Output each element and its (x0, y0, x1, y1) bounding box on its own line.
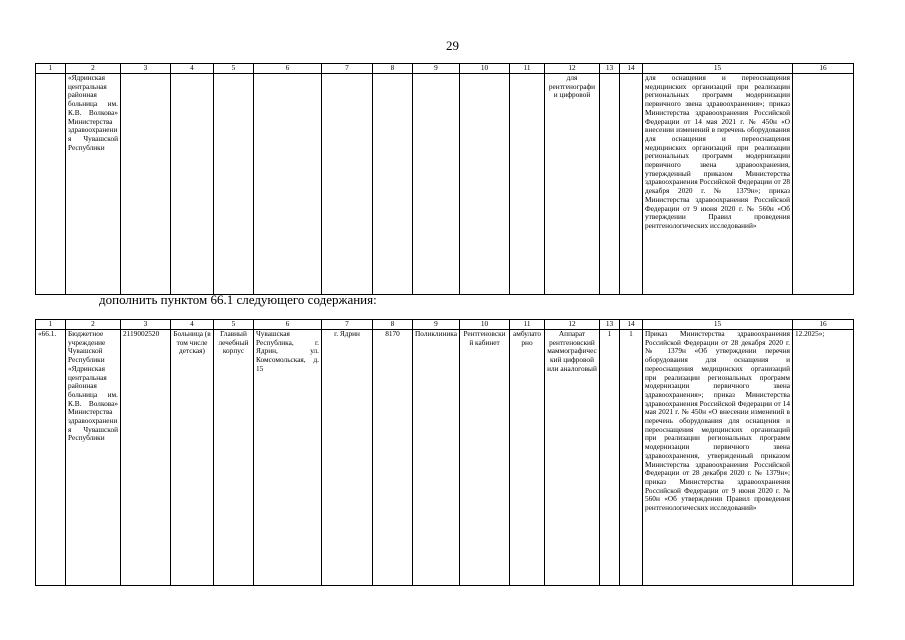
col-header: 12 (545, 320, 600, 330)
cell-building (214, 74, 254, 295)
cell-population (373, 74, 413, 295)
table-row (36, 330, 854, 586)
cell-room: Рентгеновский кабинет (460, 330, 510, 586)
cell-facility-type (171, 74, 214, 295)
cell-number: «66.1. (36, 330, 66, 586)
cell-equipment: Аппарат рентгеновский маммографический цифровой или аналоговый (545, 330, 600, 586)
col-header: 15 (643, 320, 793, 330)
cell-quantity: 1 (600, 330, 620, 586)
equipment-table-new-item (35, 319, 854, 586)
col-header: 1 (36, 64, 66, 74)
col-header: 6 (254, 320, 322, 330)
cell-quantity-2: 1 (620, 330, 643, 586)
col-header: 12 (545, 64, 600, 74)
col-header: 10 (460, 320, 510, 330)
cell-number (36, 74, 66, 295)
cell-legal-basis: Приказ Министерства здравоохранения Российской Федерации от 28 декабря 2020 г. № 1379н «Об утверждении перечня оборудования для оснащения и переоснащения медицинских организаций при реализации региональных программ модернизации первичного звена здравоохранения»; приказ Министерства здравоохранения Российской Федерации от 14 мая 2021 г. № 450н «О внесении изменений в перечень оборудования для оснащения и переоснащения медицинских организаций при реализации региональных программ модернизации первичного звена здравоохранения, утвержденный приказом Министерства здравоохранения Российской Федерации от 28 декабря 2020 г. № 1379н»; приказ Министерства здравоохранения Российской Федерации от 9 июня 2020 г. № 560н «Об утверждении Правил проведения рентгенологических исследований» (643, 330, 793, 586)
col-header: 4 (171, 320, 214, 330)
cell-deadline (793, 74, 854, 295)
col-header: 2 (66, 64, 121, 74)
cell-address (254, 74, 322, 295)
col-header: 5 (214, 64, 254, 74)
cell-inn: 2119002520 (121, 330, 171, 586)
cell-organization: Бюджетное учреждение Чувашской Республики «Ядринская центральная районная больница им. К.В. Волкова» Министерства здравоохранения Чувашской Республики (66, 330, 121, 586)
cell-care-form: амбулаторно (510, 330, 545, 586)
cell-room (460, 74, 510, 295)
col-header: 16 (793, 64, 854, 74)
col-header: 5 (214, 320, 254, 330)
col-header: 4 (171, 64, 214, 74)
cell-unit (413, 74, 460, 295)
col-header: 9 (413, 320, 460, 330)
col-header: 8 (373, 64, 413, 74)
col-header: 3 (121, 64, 171, 74)
cell-equipment: для рентгенографии цифровой (545, 74, 600, 295)
cell-quantity-2 (620, 74, 643, 295)
cell-address: Чувашская Республика, г. Ядрин, ул. Комсомольская, д. 15 (254, 330, 322, 586)
cell-deadline: 12.2025»; (793, 330, 854, 586)
col-header: 13 (600, 64, 620, 74)
cell-quantity (600, 74, 620, 295)
page-number: 29 (446, 38, 459, 53)
col-header: 6 (254, 64, 322, 74)
col-header: 14 (620, 320, 643, 330)
cell-unit: Поликлиника (413, 330, 460, 586)
col-header: 9 (413, 64, 460, 74)
table-row (36, 74, 854, 295)
col-header: 1 (36, 320, 66, 330)
col-header: 11 (510, 320, 545, 330)
col-header: 2 (66, 320, 121, 330)
col-header: 7 (322, 320, 373, 330)
cell-legal-basis: для оснащения и переоснащения медицинских организаций при реализации региональных программ модернизации первичного звена здравоохранения»; приказ Министерства здравоохранения Российской Федерации от 14 мая 2021 г. № 450н «О внесении изменений в перечень оборудования для оснащения и переоснащения медицинских организаций при реализации региональных программ модернизации первичного звена здравоохранения, утвержденный приказом Министерства здравоохранения Российской Федерации от 28 декабря 2020 г. № 1379н»; приказ Министерства здравоохранения Российской Федерации от 9 июня 2020 г. № 560н «Об утверждении Правил проведения рентгенологических исследований» (643, 74, 793, 295)
cell-facility-type: Больница (в том числе детская) (171, 330, 214, 586)
amendment-intro-text: дополнить пунктом 66.1 следующего содержания: (99, 292, 377, 307)
cell-population: 8170 (373, 330, 413, 586)
col-header: 3 (121, 320, 171, 330)
cell-care-form (510, 74, 545, 295)
col-header: 7 (322, 64, 373, 74)
column-number-row (36, 64, 854, 74)
col-header: 15 (643, 64, 793, 74)
col-header: 10 (460, 64, 510, 74)
col-header: 8 (373, 320, 413, 330)
cell-settlement (322, 74, 373, 295)
cell-inn (121, 74, 171, 295)
cell-building: Главный лечебный корпус (214, 330, 254, 586)
column-number-row (36, 320, 854, 330)
equipment-table-continuation (35, 63, 854, 295)
col-header: 16 (793, 320, 854, 330)
col-header: 14 (620, 64, 643, 74)
cell-organization: «Ядринская центральная районная больница им. К.В. Волкова» Министерства здравоохранения Чувашской Республики (66, 74, 121, 295)
col-header: 11 (510, 64, 545, 74)
col-header: 13 (600, 320, 620, 330)
cell-settlement: г. Ядрин (322, 330, 373, 586)
